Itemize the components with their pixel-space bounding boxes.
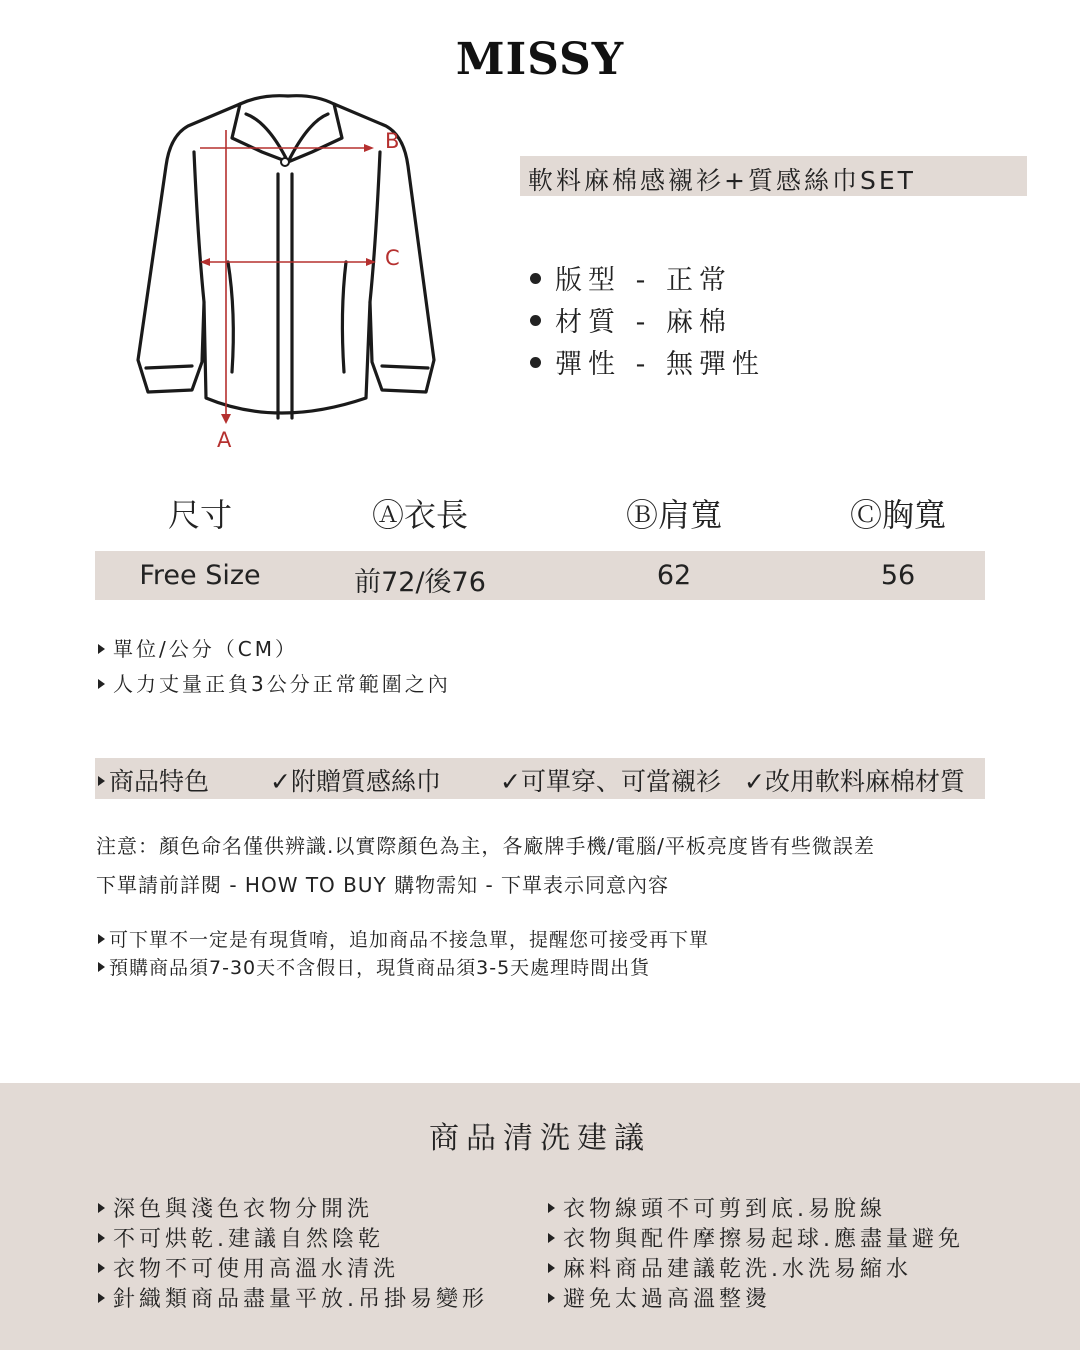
triangle-bullet-icon [98,962,105,972]
triangle-bullet-icon [98,644,105,654]
measure-label-a: A [217,428,232,452]
measure-label-c: C [385,246,400,270]
triangle-bullet-icon [548,1233,555,1243]
triangle-bullet-icon [98,1293,105,1303]
features-label: 商品特色 [98,762,209,798]
triangle-bullet-icon [98,1233,105,1243]
bullet-icon [530,357,541,368]
notice-line: 注意：顏色命名僅供辨識.以實際顏色為主，各廠牌手機/電腦/平板亮度皆有些微誤差 [96,834,875,858]
triangle-bullet-icon [98,679,105,689]
triangle-bullet-icon [548,1293,555,1303]
size-note: 單位/公分（CM） [98,633,298,662]
triangle-bullet-icon [548,1263,555,1273]
spec-item: 彈性 - 無彈性 [530,342,765,381]
spec-item: 材質 - 麻棉 [530,300,732,339]
product-title: 軟料麻棉感襯衫+質感絲巾SET [528,166,916,195]
feature-item: ✓附贈質感絲巾 [270,767,441,796]
feature-item: ✓可單穿、可當襯衫 [500,767,721,796]
size-header-length: Ⓐ衣長 [371,496,468,534]
triangle-bullet-icon [98,1203,105,1213]
size-cell-length: 前72/後76 [354,567,486,598]
care-item: 衣物不可使用高溫水清洗 [98,1252,399,1283]
size-header-size: 尺寸 [167,496,232,534]
care-item: 針織類商品盡量平放.吊掛易變形 [98,1282,488,1313]
size-cell-chest: 56 [880,560,916,591]
triangle-bullet-icon [98,776,105,786]
bullet-icon [530,273,541,284]
triangle-bullet-icon [98,1263,105,1273]
care-title: 商品清洗建議 [429,1121,651,1156]
size-header-chest: Ⓒ胸寬 [849,496,946,534]
care-item: 衣物線頭不可剪到底.易脫線 [548,1192,886,1223]
order-note: 可下單不一定是有現貨唷，追加商品不接急單，提醒您可接受再下單 [98,925,709,952]
shirt-measurement-diagram [128,92,448,462]
care-item: 不可烘乾.建議自然陰乾 [98,1222,384,1253]
size-note: 人力丈量正負3公分正常範圍之內 [98,668,451,697]
size-header-shoulder: Ⓑ肩寬 [625,496,722,534]
spec-item: 版型 - 正常 [530,258,732,297]
care-item: 深色與淺色衣物分開洗 [98,1192,373,1223]
measure-label-b: B [385,129,400,153]
size-cell-shoulder: 62 [656,560,692,591]
notice-line: 下單請前詳閱 - HOW TO BUY 購物需知 - 下單表示同意內容 [96,873,670,897]
brand-logo: MISSY [455,34,625,85]
care-item: 避免太過高溫整燙 [548,1282,771,1313]
triangle-bullet-icon [548,1203,555,1213]
feature-item: ✓改用軟料麻棉材質 [744,767,965,796]
triangle-bullet-icon [98,934,105,944]
bullet-icon [530,315,541,326]
order-note: 預購商品須7-30天不含假日，現貨商品須3-5天處理時間出貨 [98,953,650,980]
care-item: 衣物與配件摩擦易起球.應盡量避免 [548,1222,964,1253]
care-item: 麻料商品建議乾洗.水洗易縮水 [548,1252,912,1283]
size-cell-size: Free Size [139,560,261,591]
